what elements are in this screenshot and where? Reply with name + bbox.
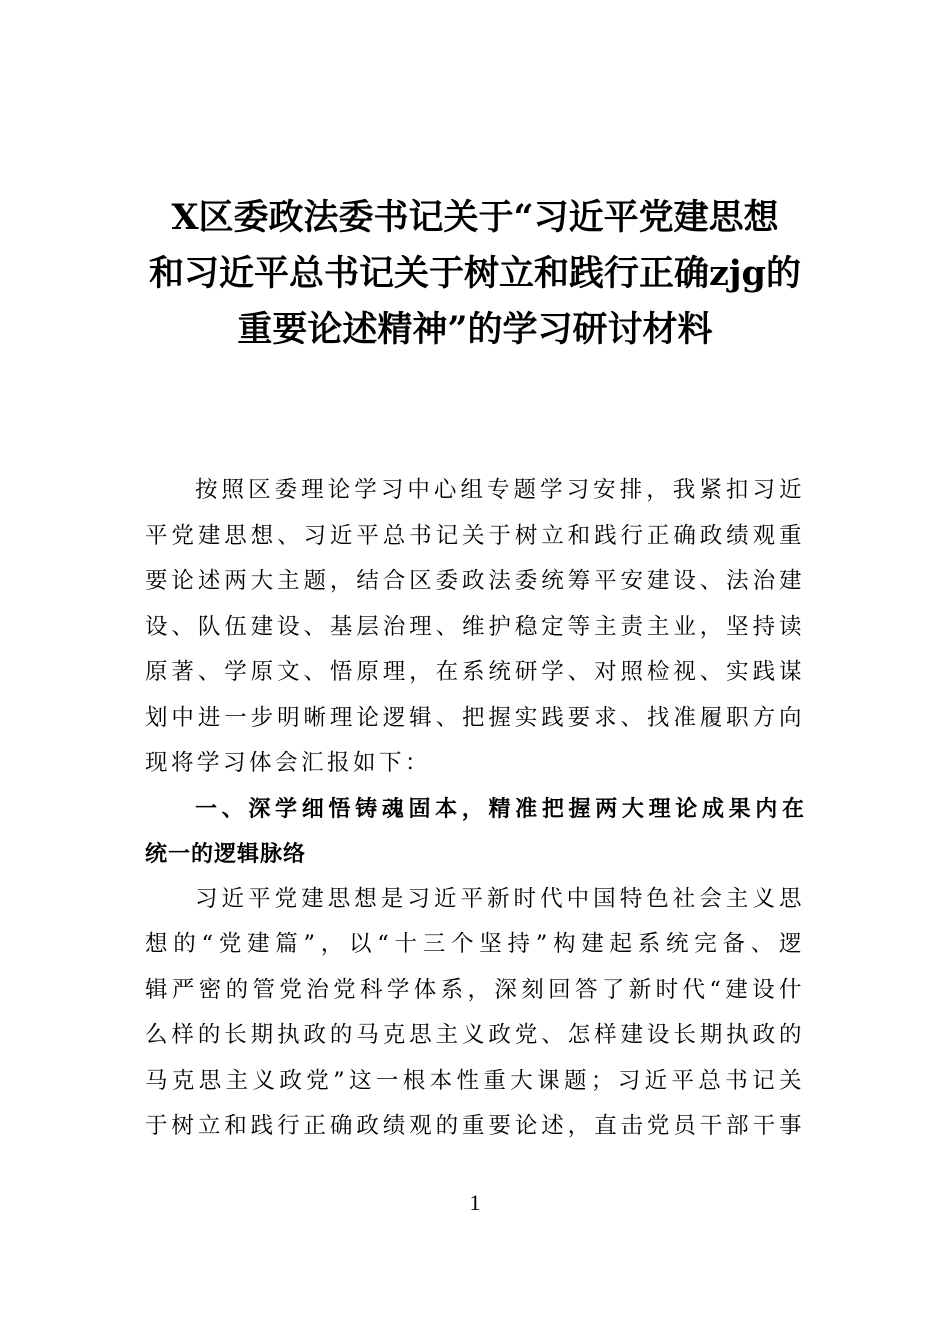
document-body bbox=[145, 468, 805, 1150]
paragraph-line: 辑严密的管党治党科学体系，深刻回答了新时代“建设什 bbox=[145, 976, 805, 1003]
title-line: 和习近平总书记关于树立和践行正确zjg的 bbox=[148, 253, 801, 294]
title-line: X区委政法委书记关于“习近平党建思想 bbox=[171, 197, 779, 238]
page-number: 1 bbox=[469, 1190, 481, 1215]
title-line: 重要论述精神”的学习研讨材料 bbox=[237, 309, 713, 350]
paragraph-line: 马克思主义政党”这一根本性重大课题；习近平总书记关 bbox=[145, 1067, 805, 1094]
paragraph-line: 习近平党建思想是习近平新时代中国特色社会主义思 bbox=[195, 885, 805, 912]
paragraph-line: 原著、学原文、悟原理，在系统研学、对照检视、实践谋 bbox=[145, 659, 805, 685]
paragraph-line: 按照区委理论学习中心组专题学习安排，我紧扣习近 bbox=[195, 477, 805, 503]
paragraph-line: 要论述两大主题，结合区委政法委统筹平安建设、法治建 bbox=[145, 568, 805, 594]
section-paragraph bbox=[145, 877, 805, 1150]
paragraph-line: 划中进一步明晰理论逻辑、把握实践要求、找准履职方向 bbox=[145, 704, 805, 731]
intro-paragraph bbox=[145, 468, 805, 787]
document-title bbox=[140, 190, 810, 358]
section-heading bbox=[145, 787, 805, 877]
paragraph-line: 设、队伍建设、基层治理、维护稳定等主责主业，坚持读 bbox=[145, 613, 805, 640]
paragraph-line: 现将学习体会汇报如下： bbox=[145, 750, 432, 776]
paragraph-line: 想的“党建篇”，以“十三个坚持”构建起系统完备、逻 bbox=[145, 931, 805, 957]
paragraph-line: 于树立和践行正确政绩观的重要论述，直击党员干部干事 bbox=[145, 1113, 805, 1139]
paragraph-line: 平党建思想、习近平总书记关于树立和践行正确政绩观重 bbox=[145, 522, 805, 549]
paragraph-line: 么样的长期执政的马克思主义政党、怎样建设长期执政的 bbox=[145, 1022, 805, 1048]
heading-line: 统一的逻辑脉络 bbox=[145, 841, 307, 867]
heading-line: 一、深学细悟铸魂固本，精准把握两大理论成果内在 bbox=[195, 796, 805, 822]
